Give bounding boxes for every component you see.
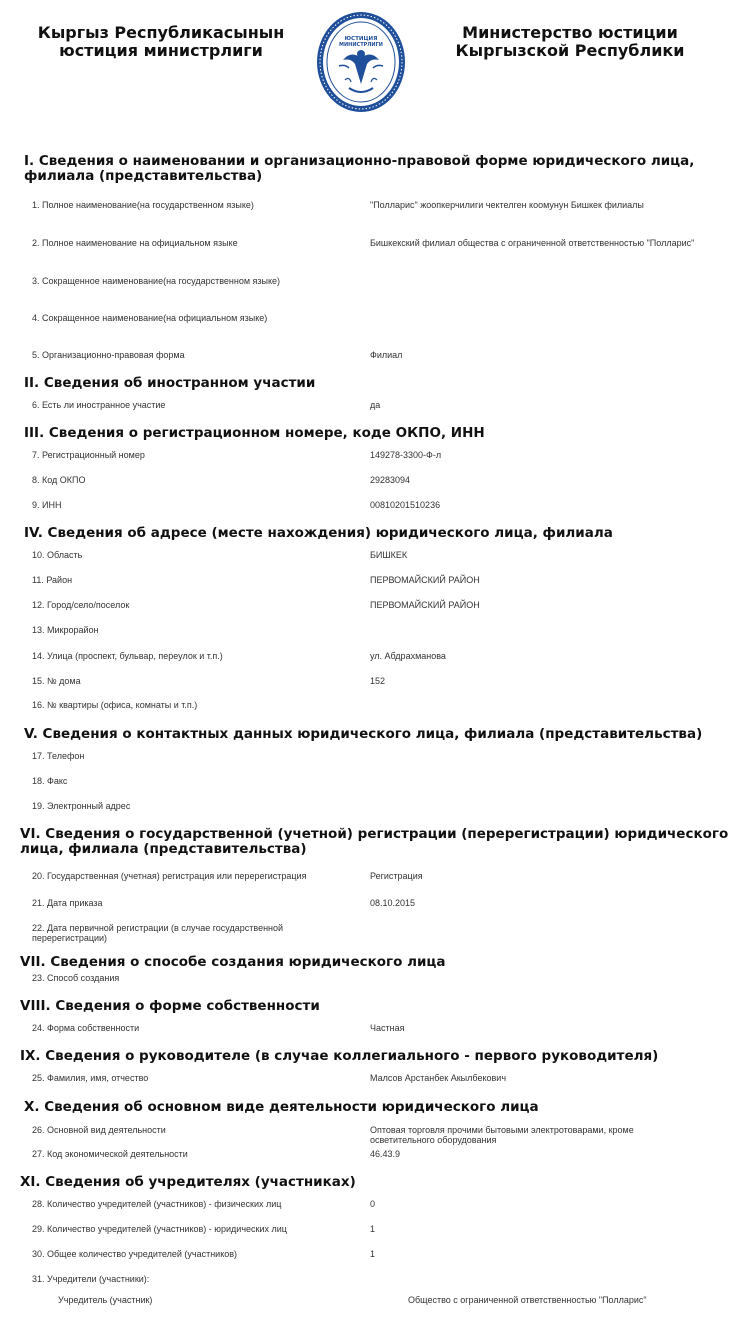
field-row-20 [0, 871, 750, 885]
field-label: 19. Электронный адрес [32, 801, 131, 811]
field-row-13 [0, 625, 750, 639]
section-heading-2: II. Сведения об иностранном участии [24, 375, 316, 391]
field-value: БИШКЕК [370, 550, 408, 560]
field-row-30 [0, 1249, 750, 1263]
field-label: 9. ИНН [32, 500, 62, 510]
field-value: 29283094 [370, 475, 411, 485]
field-value: 46.43.9 [370, 1149, 401, 1159]
field-value: Филиал [370, 350, 403, 360]
field-label: 20. Государственная (учетная) регистрация или перерегистрация [32, 871, 307, 881]
field-value: 0 [370, 1199, 376, 1209]
field-label: 26. Основной вид деятельности [32, 1125, 166, 1135]
field-label: 28. Количество учредителей (участников) - физических лиц [32, 1199, 282, 1209]
field-value: 1 [370, 1249, 376, 1259]
svg-text:МИНИСТРЛИГИ: МИНИСТРЛИГИ [339, 42, 383, 48]
field-label: 25. Фамилия, имя, отчество [32, 1073, 149, 1083]
field-value: 00810201510236 [370, 500, 441, 510]
field-row-22 [0, 923, 750, 945]
section-heading-8: VIII. Сведения о форме собственности [20, 998, 320, 1014]
field-label: 6. Есть ли иностранное участие [32, 400, 166, 410]
field-row-10 [0, 550, 750, 564]
field-label: 8. Код ОКПО [32, 475, 86, 485]
field-label: 24. Форма собственности [32, 1023, 140, 1033]
field-label: 29. Количество учредителей (участников) - юридических лиц [32, 1224, 287, 1234]
section-heading-4: IV. Сведения об адресе (месте нахождения) юридического лица, филиала [24, 525, 613, 541]
field-row-7 [0, 450, 750, 464]
field-row-29 [0, 1224, 750, 1238]
field-row-15 [0, 676, 750, 690]
field-label: 2. Полное наименование на официальном языке [32, 238, 238, 248]
field-label: 1. Полное наименование(на государственном языке) [32, 200, 254, 210]
field-value: да [370, 400, 381, 410]
section-heading-5: V. Сведения о контактных данных юридического лица, филиала (представительства) [24, 726, 703, 742]
field-value: Бишкекский филиал общества с ограниченной ответственностью "Полларис" [370, 238, 695, 248]
field-label: 13. Микрорайон [32, 625, 99, 635]
svg-text:ЮСТИЦИЯ: ЮСТИЦИЯ [344, 36, 378, 42]
field-value: "Полларис" жоопкерчилиги чектелген коомунун Бишкек филиалы [370, 200, 644, 210]
header-left-title [26, 24, 296, 60]
field-label: 11. Район [32, 575, 73, 585]
field-row-1 [0, 200, 750, 214]
field-value: ПЕРВОМАЙСКИЙ РАЙОН [370, 575, 480, 585]
field-label: 4. Сокращенное наименование(на официальном языке) [32, 313, 268, 323]
field-row-11 [0, 575, 750, 589]
field-row-19 [0, 801, 750, 815]
field-row-12 [0, 600, 750, 614]
header-right-line1: Министерство юстиции [462, 23, 678, 42]
field-label: 23. Способ создания [32, 973, 120, 983]
field-value: 152 [370, 676, 386, 686]
section-heading-9: IX. Сведения о руководителе (в случае коллегиального - первого руководителя) [20, 1048, 659, 1064]
field-label: 27. Код экономической деятельности [32, 1149, 188, 1159]
field-row-6 [0, 400, 750, 414]
field-value: Малсов Арстанбек Акылбекович [370, 1073, 507, 1083]
field-label: 15. № дома [32, 676, 81, 686]
field-row-17 [0, 751, 750, 765]
field-row-3 [0, 276, 750, 290]
section-heading-7: VII. Сведения о способе создания юридического лица [20, 954, 446, 970]
field-label: 31. Учредители (участники): [32, 1274, 150, 1284]
header-left-line2: юстиция министрлиги [59, 41, 263, 60]
field-label: 17. Телефон [32, 751, 85, 761]
field-row-8 [0, 475, 750, 489]
field-value: 08.10.2015 [370, 898, 416, 908]
header-left-line1: Кыргыз Республикасынын [37, 23, 285, 42]
field-label: 18. Факс [32, 776, 68, 786]
field-label: 5. Организационно-правовая форма [32, 350, 185, 360]
field-row-27 [0, 1149, 750, 1163]
field-row-23 [0, 973, 750, 987]
field-row-5 [0, 350, 750, 364]
field-label: 30. Общее количество учредителей (участников) [32, 1249, 238, 1259]
section-heading-11: XI. Сведения об учредителях (участниках) [20, 1174, 356, 1190]
section-heading-10: X. Сведения об основном виде деятельности юридического лица [24, 1099, 539, 1115]
founder-row [0, 1295, 750, 1309]
field-row-28 [0, 1199, 750, 1213]
field-label: 22. Дата первичной регистрации (в случае государственной перерегистрации) [32, 923, 284, 943]
field-row-9 [0, 500, 750, 514]
field-label: 14. Улица (проспект, бульвар, переулок и т.п.) [32, 651, 223, 661]
field-label: 3. Сокращенное наименование(на государственном языке) [32, 276, 281, 286]
field-value: ул. Абдрахманова [370, 651, 446, 661]
field-label: 7. Регистрационный номер [32, 450, 145, 460]
section-heading-6: VI. Сведения о государственной (учетной) регистрации (перерегистрации) юридического лица, филиала (представительства) [20, 826, 729, 857]
section-heading-1: I. Сведения о наименовании и организационно-правовой форме юридического лица, филиала (представительства) [24, 153, 695, 184]
field-row-2 [0, 238, 750, 252]
founder-value: Общество с ограниченной ответственностью "Полларис" [408, 1295, 647, 1305]
field-label: 21. Дата приказа [32, 898, 103, 908]
header-right-title [432, 24, 708, 60]
field-value: ПЕРВОМАЙСКИЙ РАЙОН [370, 600, 480, 610]
field-label: 16. № квартиры (офиса, комнаты и т.п.) [32, 700, 198, 710]
field-row-14 [0, 651, 750, 665]
section-heading-3: III. Сведения о регистрационном номере, коде ОКПО, ИНН [24, 425, 485, 441]
ministry-emblem-logo [315, 10, 407, 114]
founder-label: Учредитель (участник) [58, 1295, 153, 1305]
field-row-4 [0, 313, 750, 327]
field-value: Частная [370, 1023, 405, 1033]
field-value: Оптовая торговля прочими бытовыми электротоварами, кроме осветительного оборудования [370, 1125, 634, 1145]
field-label: 12. Город/село/поселок [32, 600, 130, 610]
field-row-16 [0, 700, 750, 714]
field-value: 149278-3300-Ф-л [370, 450, 442, 460]
field-row-18 [0, 776, 750, 790]
field-row-31 [0, 1274, 750, 1288]
field-value: 1 [370, 1224, 376, 1234]
field-row-24 [0, 1023, 750, 1037]
field-value: Регистрация [370, 871, 423, 881]
field-row-21 [0, 898, 750, 912]
field-row-25 [0, 1073, 750, 1087]
field-label: 10. Область [32, 550, 83, 560]
header-right-line2: Кыргызской Республики [455, 41, 685, 60]
field-row-26 [0, 1125, 750, 1145]
